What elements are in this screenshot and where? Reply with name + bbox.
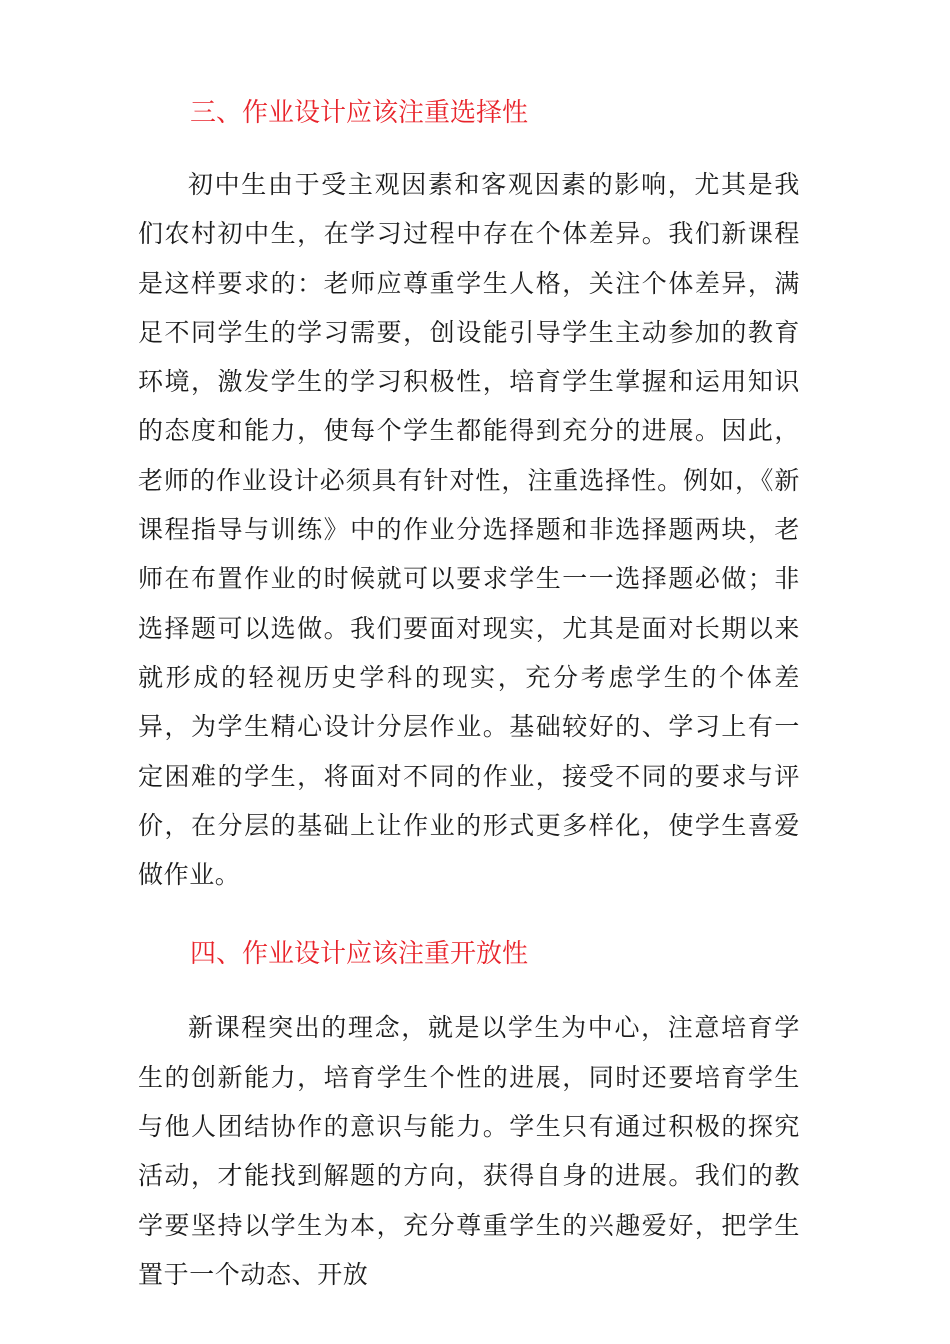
section-heading-3: 三、作业设计应该注重选择性 [190,98,529,128]
section-heading-4: 四、作业设计应该注重开放性 [190,939,529,970]
document-page [138,88,800,1299]
section-paragraph-3: 初中生由于受主观因素和客观因素的影响，尤其是我们农村初中生，在学习过程中存在个体差异。我们新课程是这样要求的：老师应尊重学生人格，关注个体差异，满足不同学生的学习需要，创设能引导学生主动参加的教育环境，激发学生的学习积极性，培育学生掌握和运用知识的态度和能力，使每个学生都能得到充分的进展。因此，老师的作业设计必须具有针对性，注重选择性。例如，《新课程指导与训练》中的作业分选择题和非选择题两块，老师在布置作业的时候就可以要求学生一一选择题必做；非选择题可以选做。我们要面对现实，尤其是面对长期以来就形成的轻视历史学科的现实，充分考虑学生的个体差异，为学生精心设计分层作业。基础较好的、学习上有一定困难的学生，将面对不同的作业，接受不同的要求与评价，在分层的基础上让作业的形式更多样化，使学生喜爱做作业。 [138,170,800,890]
section-paragraph-4: 新课程突出的理念，就是以学生为中心，注意培育学生的创新能力，培育学生个性的进展，同时还要培育学生与他人团结协作的意识与能力。学生只有通过积极的探究活动，才能找到解题的方向，获得自身的进展。我们的教学要坚持以学生为本，充分尊重学生的兴趣爱好，把学生置于一个动态、开放 [138,1013,800,1289]
